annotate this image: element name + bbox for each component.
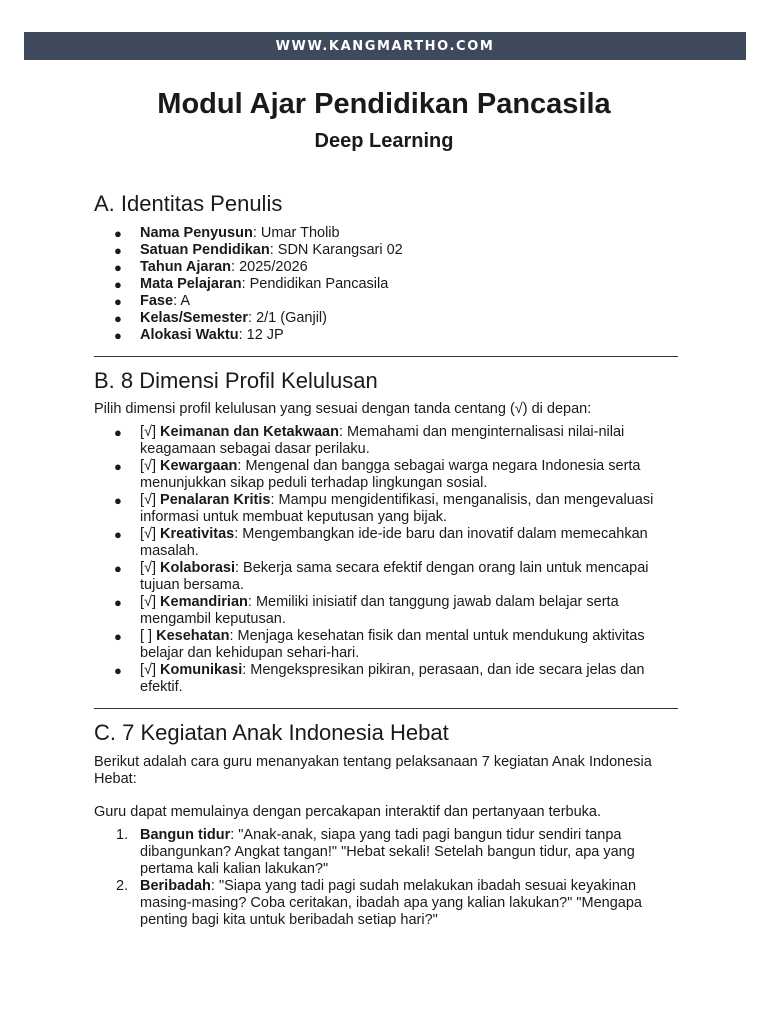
item-value: : A [173, 292, 190, 309]
list-item [94, 310, 678, 327]
item-value: : SDN Karangsari 02 [269, 241, 403, 258]
list-item [94, 458, 678, 492]
bullet-icon: ● [114, 595, 122, 611]
bullet-icon: ● [114, 561, 122, 577]
section-identitas-penulis [94, 190, 678, 344]
bullet-icon: ● [114, 225, 122, 241]
bullet-icon: ● [114, 493, 122, 509]
item-label: Kelas/Semester [140, 309, 249, 326]
list-item [94, 662, 678, 696]
item-label: Satuan Pendidikan [140, 241, 270, 258]
banner-text: WWW.KANGMARTHO.COM [275, 38, 495, 54]
kegiatan-list [94, 827, 678, 929]
bullet-icon: ● [114, 527, 122, 543]
checkbox-mark: [√] [140, 662, 161, 679]
section-b-heading: B. 8 Dimensi Profil Kelulusan [94, 367, 378, 393]
list-item [94, 259, 678, 276]
item-number: 2. [116, 877, 129, 894]
item-value: : 2025/2026 [231, 258, 308, 275]
item-value: : Pendidikan Pancasila [241, 275, 389, 292]
bullet-icon: ● [114, 259, 122, 275]
item-label: Kreativitas [160, 526, 235, 543]
section-kegiatan [94, 719, 678, 929]
list-item [94, 225, 678, 242]
item-desc: : Memiliki inisiatif dan tanggung jawab dalam belajar serta mengambil keputusan. [140, 594, 619, 628]
item-label: Nama Penyusun [140, 224, 253, 241]
checkbox-mark: [√] [140, 594, 161, 611]
section-c-intro-2: Guru dapat memulainya dengan percakapan interaktif dan pertanyaan terbuka. [94, 803, 602, 820]
list-item [94, 492, 678, 526]
item-desc: : Mampu mengidentifikasi, menganalisis, dan mengevaluasi informasi untuk membuat keputusan yang bijak. [140, 492, 654, 526]
identitas-list [94, 225, 678, 344]
checkbox-mark: [√] [140, 424, 161, 441]
document-subtitle: Deep Learning [314, 130, 454, 152]
bullet-icon: ● [114, 293, 122, 309]
item-desc: : Mengembangkan ide-ide baru dan inovatif dalam memecahkan masalah. [140, 526, 648, 560]
item-label: Tahun Ajaran [140, 258, 232, 275]
item-desc: : Memahami dan menginternalisasi nilai-nilai keagamaan sebagai dasar perilaku. [140, 424, 625, 458]
section-b-intro: Pilih dimensi profil kelulusan yang sesuai dengan tanda centang (√) di depan: [94, 401, 592, 418]
item-label: Keimanan dan Ketakwaan [160, 424, 339, 441]
item-label: Mata Pelajaran [140, 275, 242, 292]
item-label: Fase [140, 292, 174, 309]
checkbox-mark: [√] [140, 526, 161, 543]
item-value: : 2/1 (Ganjil) [248, 309, 327, 326]
bullet-icon: ● [114, 310, 122, 326]
bullet-icon: ● [114, 459, 122, 475]
list-item [94, 276, 678, 293]
item-number: 1. [116, 826, 129, 843]
section-divider [94, 356, 678, 357]
item-label: Kemandirian [160, 594, 248, 611]
item-label: Komunikasi [160, 662, 243, 679]
section-a-heading: A. Identitas Penulis [94, 191, 283, 216]
item-desc: : Bekerja sama secara efektif dengan orang lain untuk mencapai tujuan bersama. [140, 560, 649, 594]
item-label: Kolaborasi [160, 560, 235, 577]
item-value: : 12 JP [238, 326, 284, 343]
item-label: Alokasi Waktu [140, 326, 239, 343]
list-item [94, 526, 678, 560]
document-body [94, 190, 678, 929]
item-desc: : "Anak-anak, siapa yang tadi pagi bangun tidur sendiri tanpa dibangunkan? Angkat tangan!" "Hebat sekali! Setelah bangun tidur, apa yang pertama kali kalian lakukan?" [140, 826, 635, 877]
list-item [94, 560, 678, 594]
checkbox-mark: [ ] [140, 628, 157, 645]
section-c-intro: Berikut adalah cara guru menanyakan tentang pelaksanaan 7 kegiatan Anak Indonesia Hebat: [94, 753, 652, 787]
item-desc: : "Siapa yang tadi pagi sudah melakukan ibadah sesuai keyakinan masing-masing? Coba ceritakan, ibadah apa yang kalian lakukan?" "Mengapa penting bagi kita untuk beribadah setiap hari?" [140, 877, 642, 928]
section-c-heading: C. 7 Kegiatan Anak Indonesia Hebat [94, 720, 449, 746]
section-divider [94, 708, 678, 709]
list-item [94, 242, 678, 259]
item-value: : Umar Tholib [252, 224, 340, 241]
list-item [94, 628, 678, 662]
bullet-icon: ● [114, 242, 122, 258]
list-item [94, 827, 678, 878]
checkbox-mark: [√] [140, 560, 161, 577]
list-item [94, 424, 678, 458]
item-desc: : Mengekspresikan pikiran, perasaan, dan ide secara jelas dan efektif. [140, 662, 645, 696]
item-label: Kewargaan [160, 458, 238, 475]
website-banner [24, 32, 746, 60]
bullet-icon: ● [114, 663, 122, 679]
bullet-icon: ● [114, 629, 122, 645]
item-label: Kesehatan [156, 628, 230, 645]
section-dimensi-profil [94, 367, 678, 697]
item-label: Penalaran Kritis [160, 492, 271, 509]
list-item [94, 327, 678, 344]
list-item [94, 594, 678, 628]
item-label: Beribadah [140, 877, 211, 894]
bullet-icon: ● [114, 327, 122, 343]
list-item [94, 293, 678, 310]
item-label: Bangun tidur [140, 826, 231, 843]
item-desc: : Mengenal dan bangga sebagai warga negara Indonesia serta menunjukkan sikap peduli terhadap lingkungan sosial. [140, 458, 641, 492]
dimensi-list [94, 424, 678, 696]
checkbox-mark: [√] [140, 458, 161, 475]
bullet-icon: ● [114, 425, 122, 441]
bullet-icon: ● [114, 276, 122, 292]
list-item [94, 878, 678, 929]
checkbox-mark: [√] [140, 492, 161, 509]
document-title: Modul Ajar Pendidikan Pancasila [157, 88, 611, 120]
item-desc: : Menjaga kesehatan fisik dan mental untuk mendukung aktivitas belajar dan kehidupan sehari-hari. [140, 628, 645, 662]
